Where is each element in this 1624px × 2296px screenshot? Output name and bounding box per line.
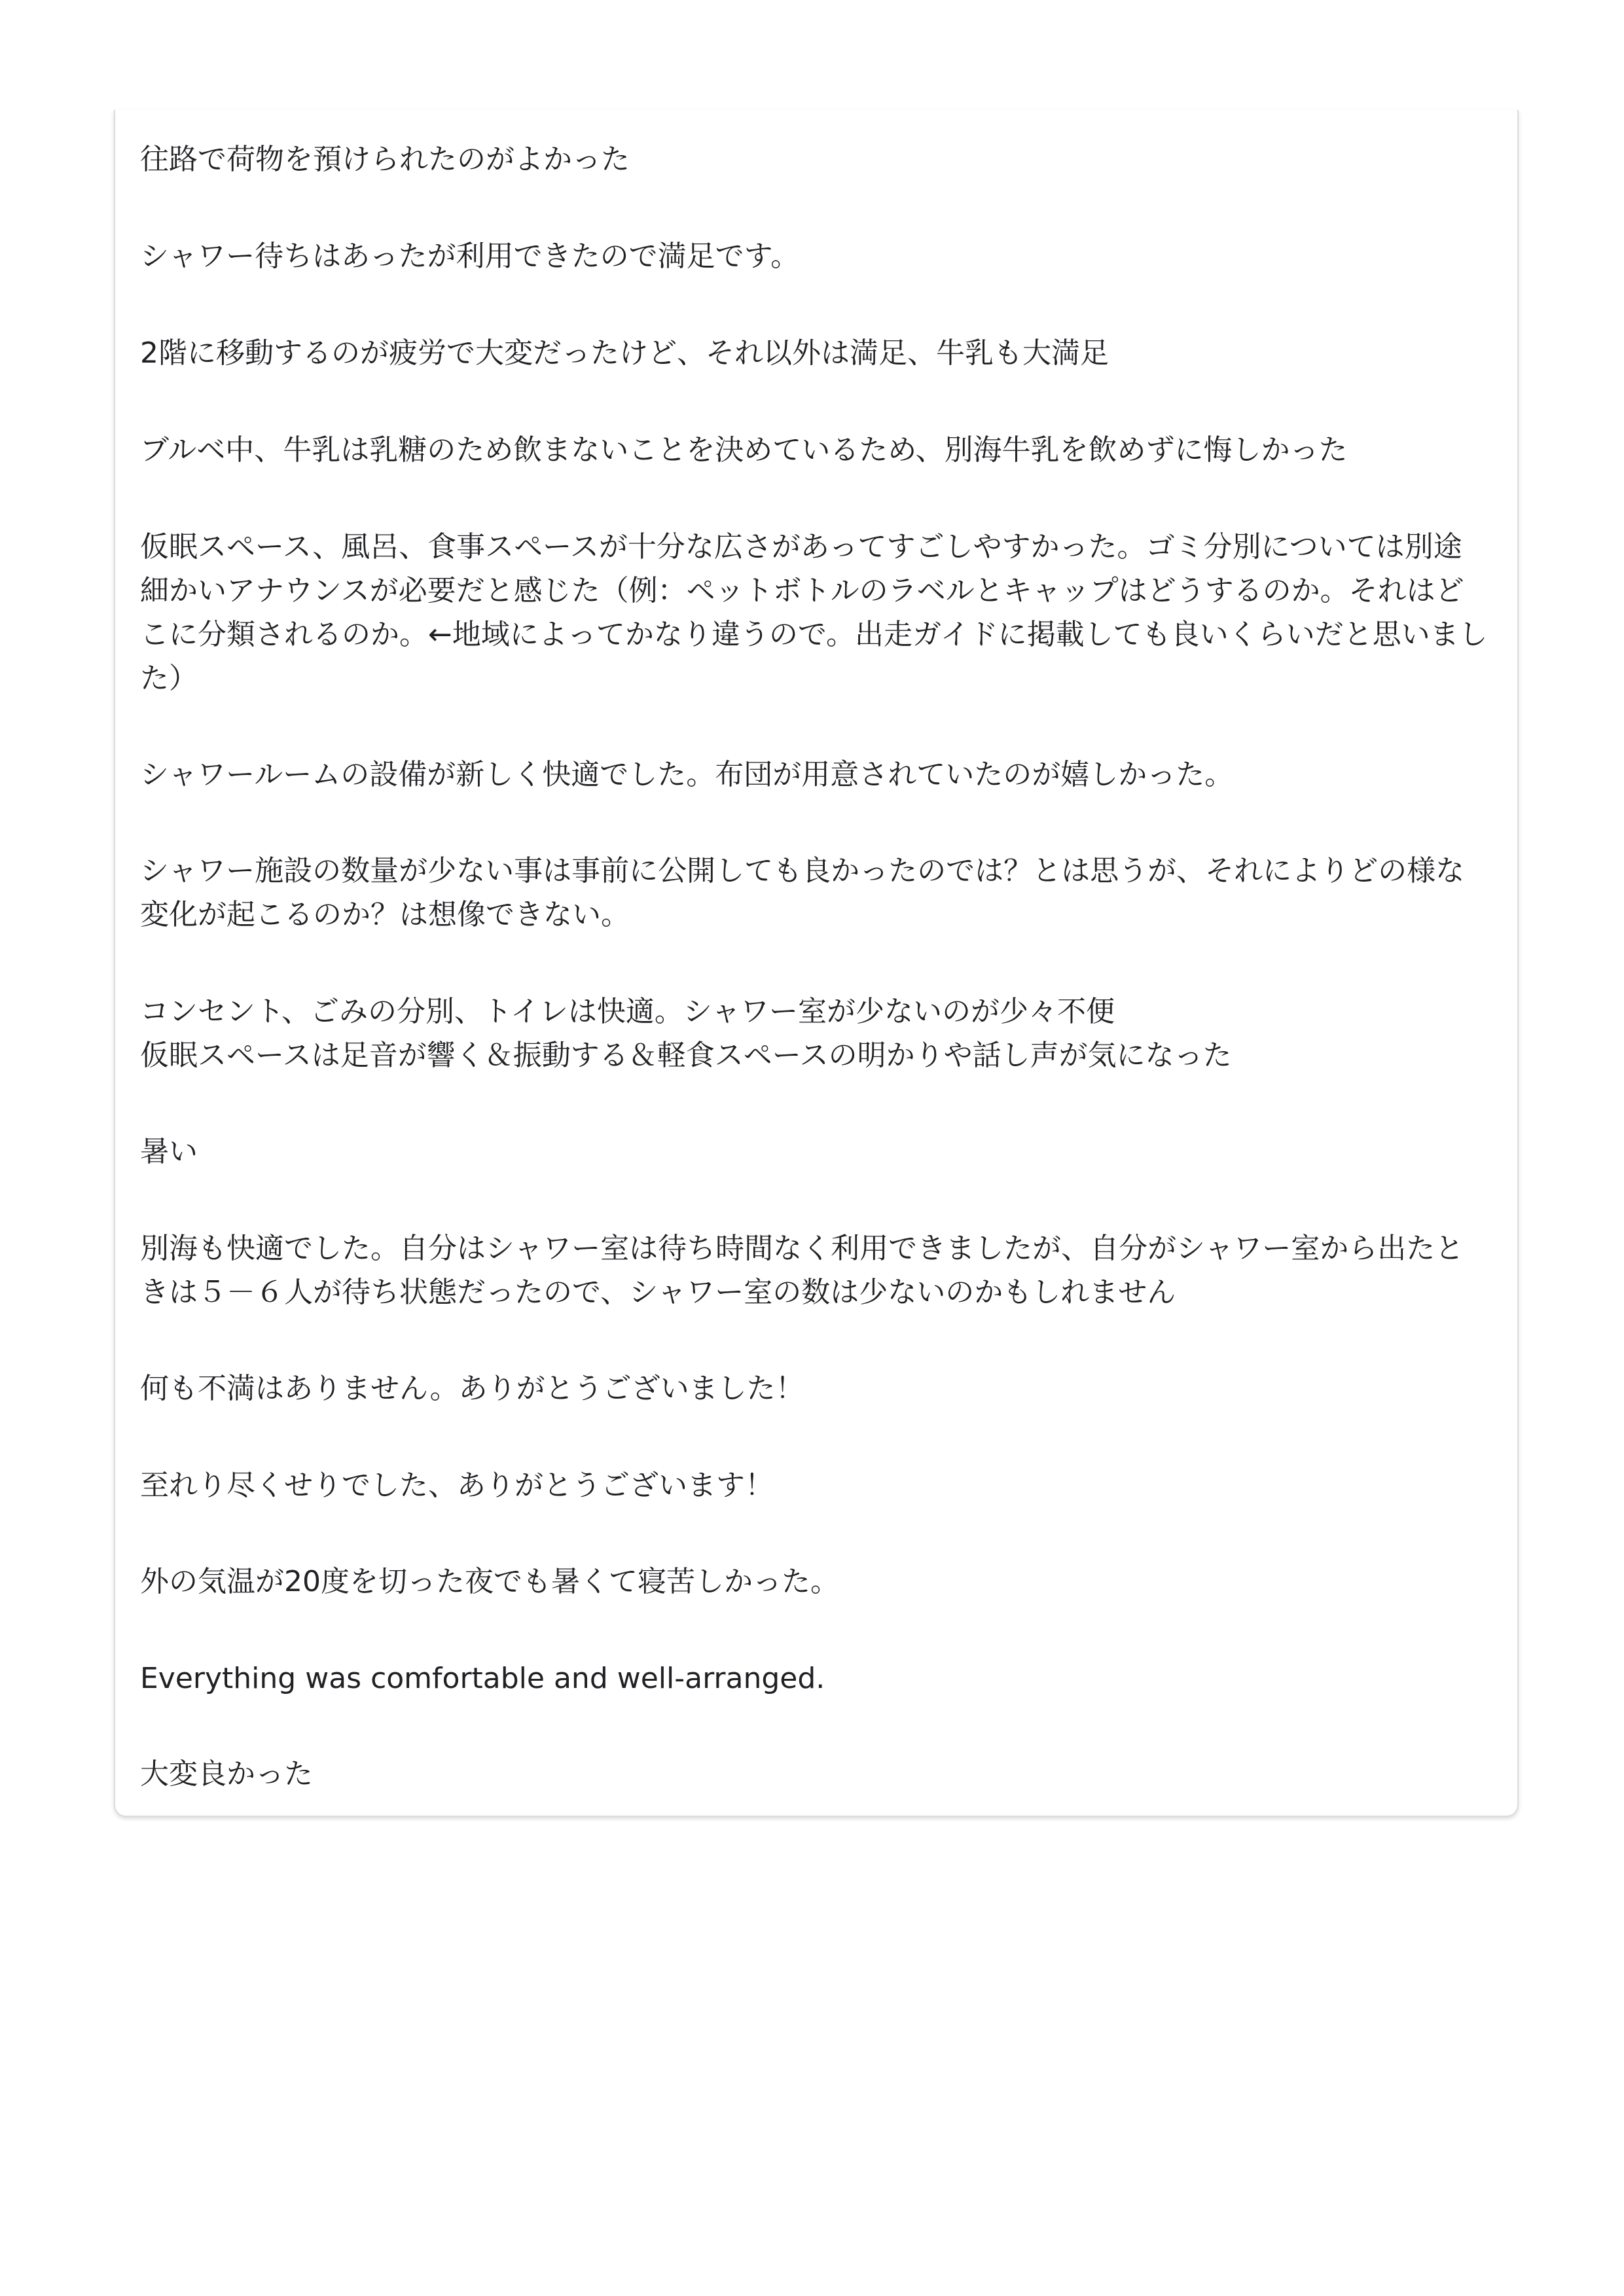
response-text: Everything was comfortable and well-arranged. [140,1662,825,1695]
response-text: 大変良かった [140,1757,313,1791]
response-text: 暑い [140,1135,198,1168]
response-text: 至れり尽くせりでした、ありがとうございます！ [140,1469,774,1502]
response-text: 外の気温が20度を切った夜でも暑くて寝苦しかった。 [140,1565,839,1598]
response-text: 何も不満はありません。ありがとうございました！ [140,1372,804,1405]
response-text: シャワー待ちはあったが利用できたので満足です。 [140,240,800,273]
response-text: 仮眠スペース、風呂、食事スペースが十分な広さがあってすごしやすかった。ゴミ分別については別途細かいアナウンスが必要だと感じた（例：ペットボトルのラベルとキャップはどうするのか。それはどこに分類されるのか。←地域によってかなり違うので。出走ガイドに掲載しても良いくらいだと思いました） [140,530,1488,695]
response-card [114,110,1519,1817]
response-text: 別海も快適でした。自分はシャワー室は待ち時間なく利用できましたが、自分がシャワー室から出たときは５－６人が待ち状態だったので、シャワー室の数は少ないのかもしれません [140,1232,1464,1309]
response-text: ブルベ中、牛乳は乳糖のため飲まないことを決めているため、別海牛乳を飲めずに悔しかった [140,433,1348,467]
response-text: 往路で荷物を預けられたのがよかった [140,143,630,176]
response-text: 2階に移動するのが疲労で大変だったけど、それ以外は満足、牛乳も大満足 [140,336,1109,370]
response-text: シャワー施設の数量が少ない事は事前に公開しても良かったのでは？とは思うが、それによりどの様な変化が起こるのか？は想像できない。 [140,854,1465,931]
response-text: コンセント、ごみの分別、トイレは快適。シャワー室が少ないのが少々不便 仮眠スペースは足音が響く＆振動する＆軽食スペースの明かりや話し声が気になった [140,995,1232,1072]
response-text: シャワールームの設備が新しく快適でした。布団が用意されていたのが嬉しかった。 [140,758,1234,791]
